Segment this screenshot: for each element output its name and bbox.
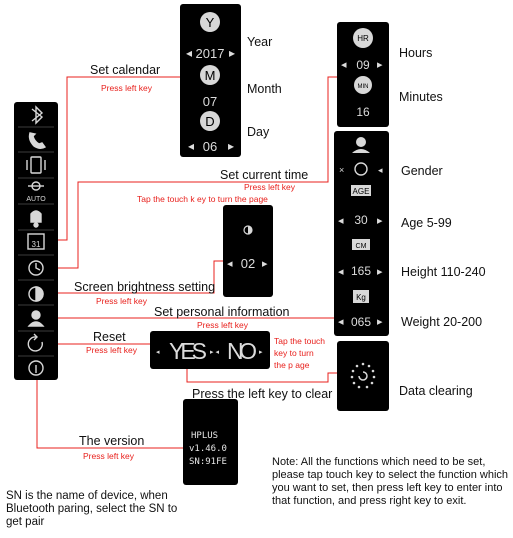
press-left-key-time: Press left key [244,182,296,192]
svg-text:◂: ◂ [341,59,347,71]
press-left-key-brightness: Press left key [96,296,148,306]
reset-screen [150,331,270,369]
sn-note: SN is the name of device, when Bluetooth paring, select the SN to get pair [6,490,178,528]
brightness-value: 02 [240,256,256,271]
brightness-screen [223,205,273,297]
set-current-time-label: Set current time [220,168,309,182]
month-value: 07 [202,94,218,109]
weight-value: 065 [350,315,372,329]
age-value: 30 [354,213,368,227]
menu-panel [14,102,58,380]
functions-note: Note: All the functions which need to be set, please tap touch key to select the function which you want to set, then press left key to enter into that function, and press right key to exit. [272,456,509,507]
auto-brightness-icon [26,182,46,203]
set-calendar-label: Set calendar [90,63,161,77]
set-personal-info-label: Set personal information [154,305,290,319]
minutes-label: Minutes [399,90,443,104]
svg-text:◂: ◂ [227,258,233,270]
month-badge: M [204,68,216,83]
svg-text:▸: ▸ [229,46,236,60]
data-clearing-label: Data clearing [399,384,473,398]
data-clearing-screen [337,341,389,411]
day-badge: D [205,114,215,129]
calendar-screen [180,4,241,157]
svg-text:×: × [339,165,345,175]
menu-icons [14,102,58,380]
contrast-icon [29,287,43,301]
bluetooth-icon [32,107,42,123]
year-badge: Y [205,15,215,30]
svg-text:▸: ▸ [377,215,383,227]
time-screen [337,22,389,127]
svg-text:▸: ▸ [228,139,235,153]
info-icon [29,361,43,375]
svg-text:◂: ◂ [186,46,193,60]
gender-symbol-icon [355,163,367,175]
version-number: v1.46.0 [189,444,227,454]
svg-text:▸: ▸ [262,258,268,270]
svg-text:◂: ◂ [338,266,344,278]
age-label: Age 5-99 [401,216,452,230]
press-left-key-version: Press left key [83,451,135,461]
svg-text:▸: ▸ [259,349,263,356]
version-label: The version [79,434,145,448]
svg-text:▸: ▸ [377,316,383,328]
day-value: 06 [202,139,218,154]
minutes-badge: MIN [357,84,369,90]
clock-icon [29,261,43,275]
month-label: Month [247,82,282,96]
press-left-key-reset: Press left key [86,345,138,355]
personal-screen [334,131,389,336]
year-label: Year [247,35,273,49]
notification-icon [31,211,41,227]
svg-text:▸: ▸ [377,59,383,71]
tap-touch-line3: the p age [274,360,310,370]
hours-badge: HR [357,34,369,43]
calendar-icon [28,234,44,249]
svg-text:◂: ◂ [338,215,344,227]
svg-text:◂: ◂ [338,316,344,328]
weight-label: Weight 20-200 [401,315,483,329]
vibrate-icon [27,157,45,173]
age-badge: AGE [352,187,370,196]
press-left-key-calendar: Press left key [101,83,153,93]
tap-touch-line1: Tap the touch [274,336,326,346]
press-left-clear-label: Press the left key to clear [192,387,333,401]
svg-text:AUTO: AUTO [26,196,46,203]
clearing-spinner-icon [337,341,389,411]
day-label: Day [247,125,270,139]
version-screen [183,399,238,485]
press-left-key-personal: Press left key [197,320,249,330]
hours-label: Hours [399,46,433,60]
version-sn: SN:91FE [189,457,227,467]
gender-label: Gender [401,164,443,178]
version-brand: HPLUS [191,431,219,441]
height-badge: CM [355,243,367,250]
gender-person-icon [356,137,366,147]
height-label: Height 110-240 [401,265,486,279]
svg-text:◂: ◂ [378,165,383,175]
svg-text:◂: ◂ [188,139,195,153]
height-value: 165 [350,264,372,278]
svg-text:31: 31 [31,240,41,249]
year-value: 2017 [195,46,225,61]
weight-badge: Kg [356,293,366,302]
tap-touch-line2: key to turn [274,348,314,358]
svg-text:▸: ▸ [377,266,383,278]
tap-touch-turn-page-note: Tap the touch k ey to turn the page [137,194,268,204]
person-icon [29,311,43,326]
svg-text:◂: ◂ [156,349,160,356]
yes-option: YES [169,338,207,364]
reset-label: Reset [93,330,126,344]
hours-value: 09 [356,58,370,72]
screen-brightness-label: Screen brightness setting [74,280,216,294]
svg-text:▸ ◂: ▸ ◂ [210,349,219,356]
reset-icon [28,334,42,351]
minutes-value: 16 [356,105,370,119]
phone-icon [30,133,46,148]
no-option: NO [227,338,257,364]
